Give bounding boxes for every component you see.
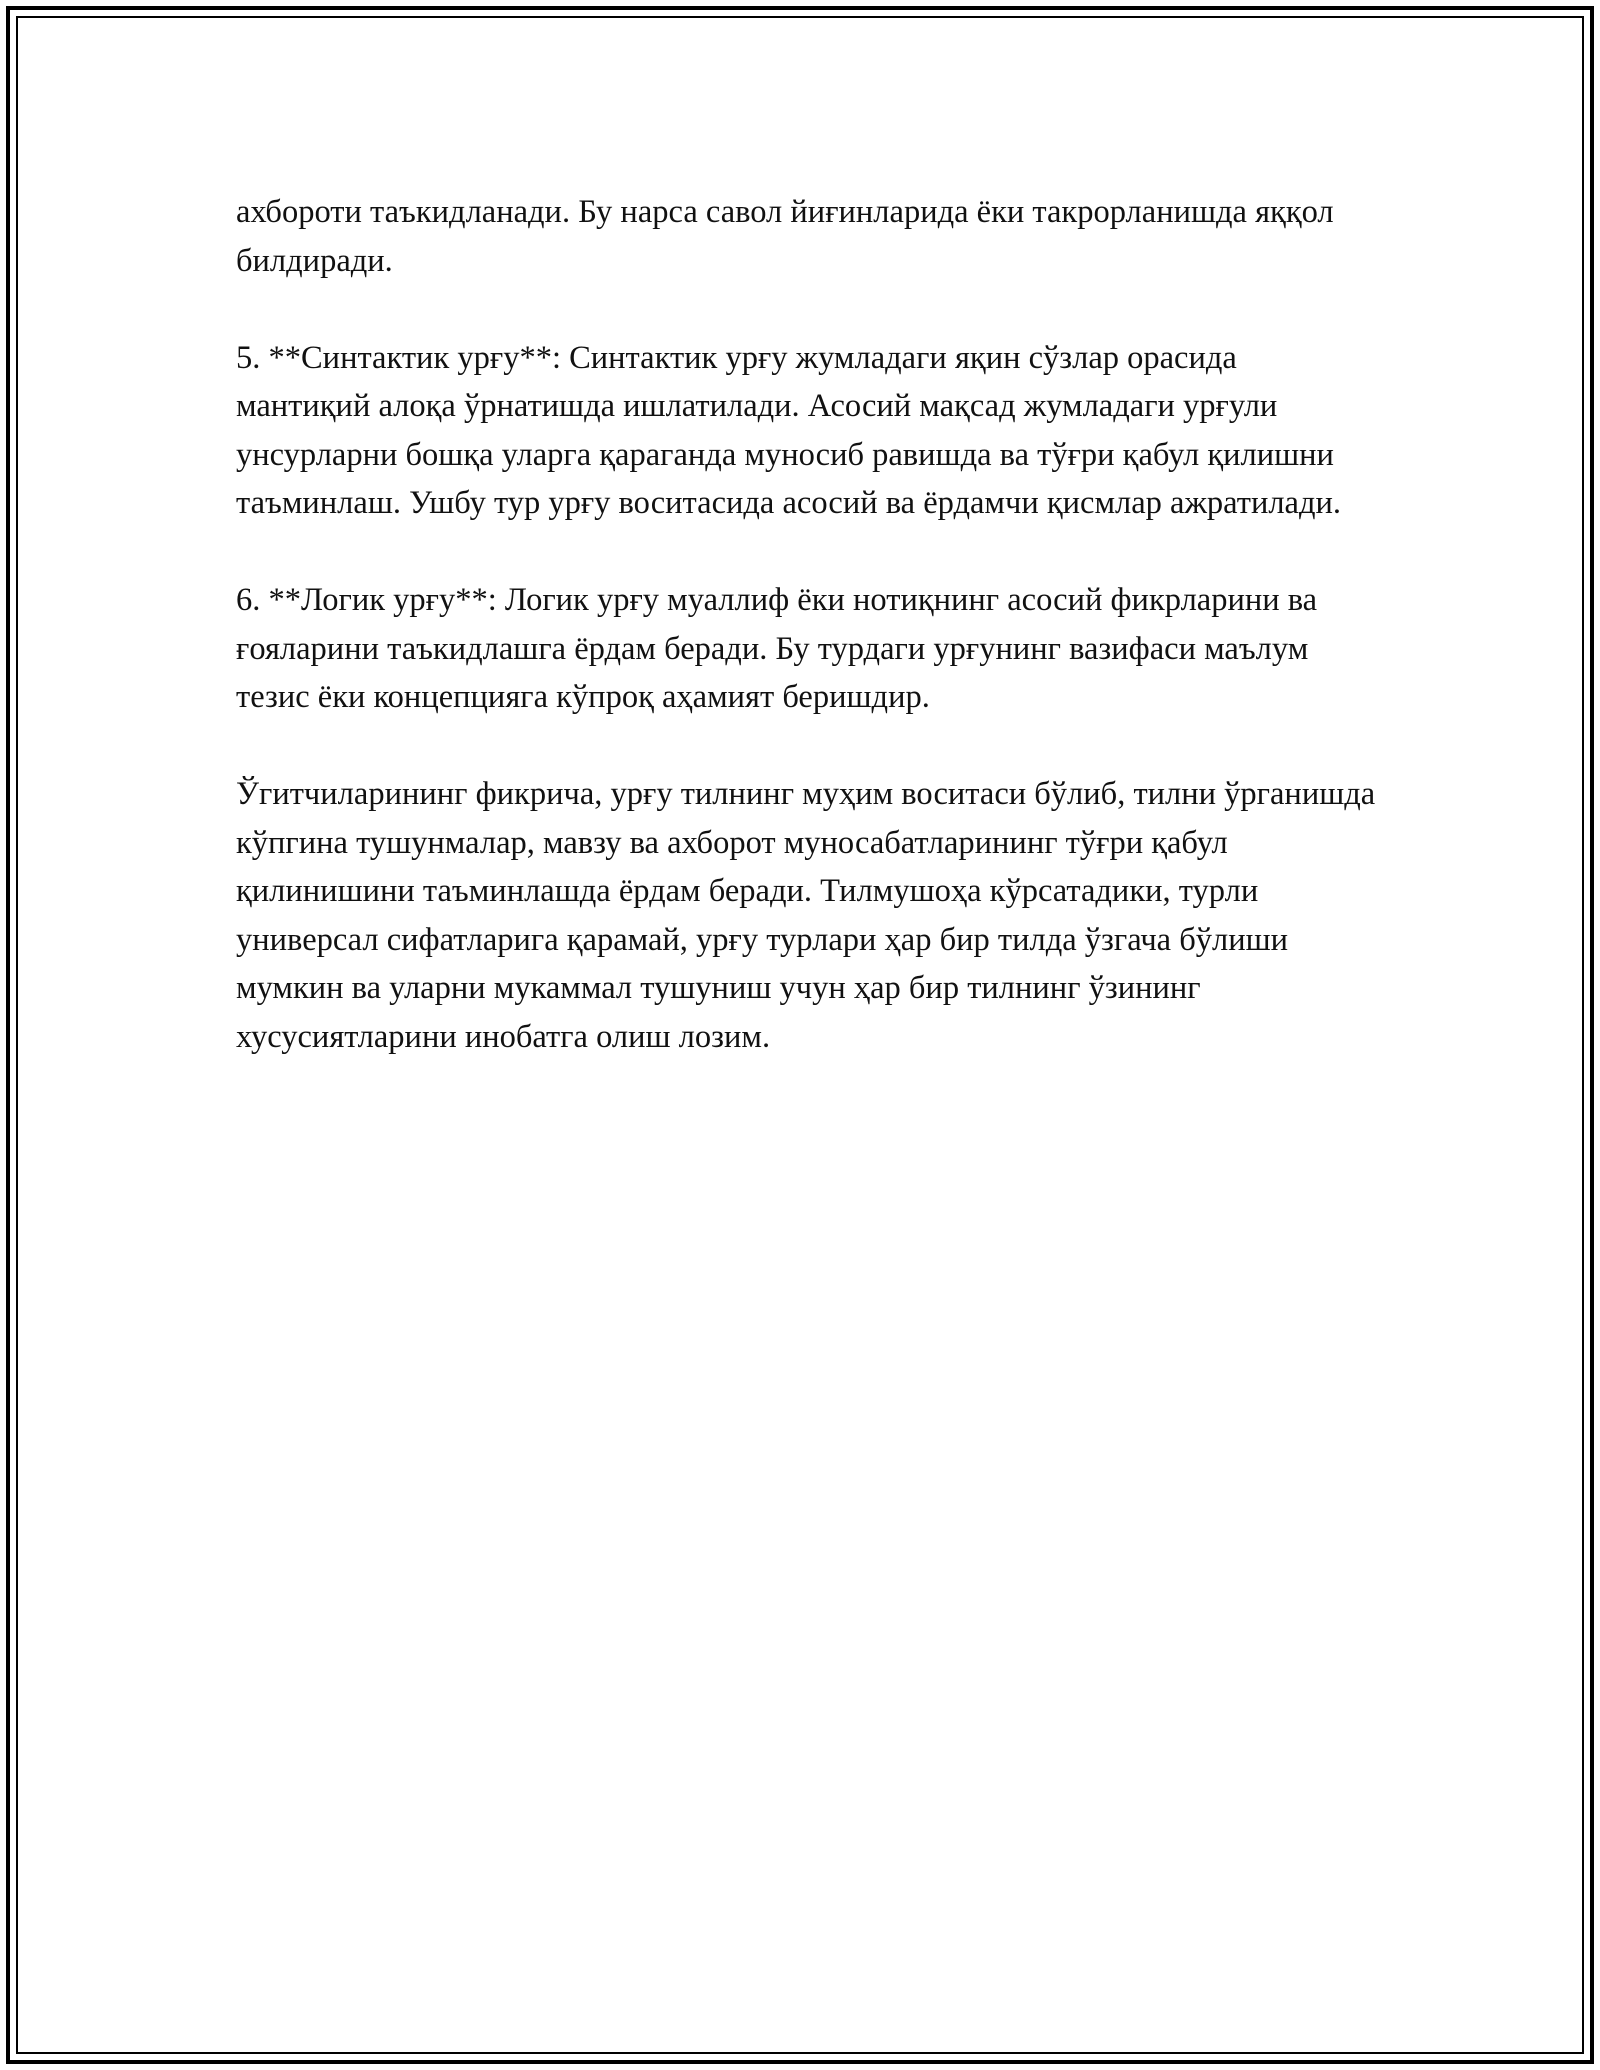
document-body: [236, 188, 1376, 1061]
paragraph-logical-stress: 6. **Логик урғу**: Логик урғу муаллиф ёки нотиқнинг асосий фикрларини ва ғояларини таъкидлашга ёрдам беради. Бу турдаги урғунинг вазифаси маълум тезис ёки концепцияга кўпроқ аҳамият беришдир.: [236, 582, 1318, 715]
paragraph-conclusion: Ўгитчиларининг фикрича, урғу тилнинг муҳим воситаси бўлиб, тилни ўрганишда кўпгина тушунмалар, мавзу ва ахборот муносабатларининг тўғри қабул қилинишини таъминлашда ёрдам беради. Тилмушоҳа кўрсатадики, турли универсал сифатларига қарамай, урғу турлари ҳар бир тилда ўзгача бўлиши мумкин ва уларни мукаммал тушуниш учун ҳар бир тилнинг ўзининг хусусиятларини инобатга олиш лозим.: [236, 776, 1376, 1055]
paragraph-syntactic-stress: 5. **Синтактик урғу**: Синтактик урғу жумладаги яқин сўзлар орасида мантиқий алоқа ўрнатишда ишлатилади. Асосий мақсад жумладаги урғули унсурларни бошқа уларга қараганда муносиб равишда ва тўғри қабул қилишни таъминлаш. Ушбу тур урғу воситасида асосий ва ёрдамчи қисмлар ажратилади.: [236, 339, 1342, 521]
paragraph-continuation: ахбороти таъкидланади. Бу нарса савол йиғинларида ёки такрорланишда яққол билдиради.: [236, 194, 1334, 279]
